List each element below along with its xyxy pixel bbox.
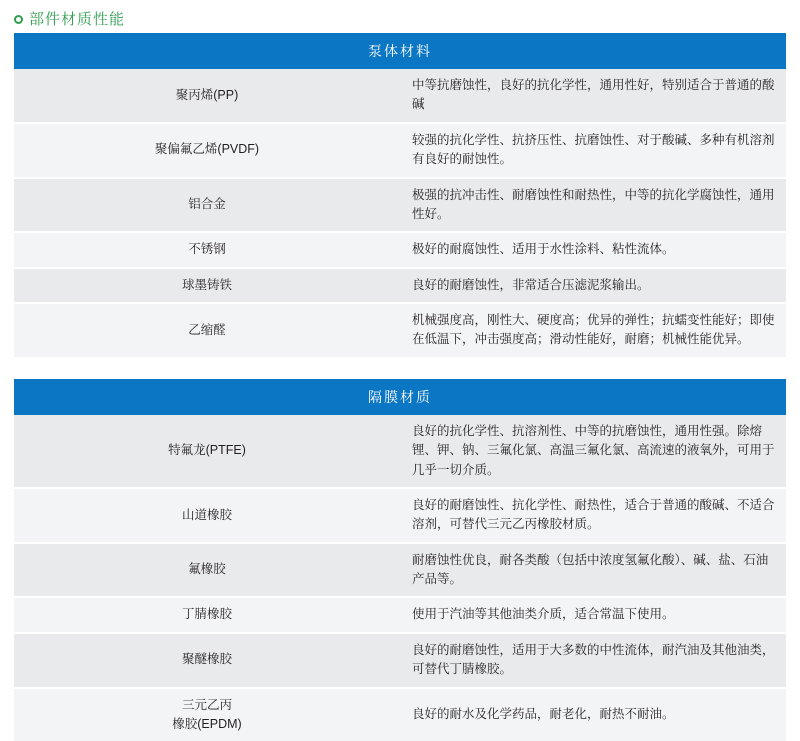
table-title: 隔膜材质 [14,379,786,415]
material-description: 良好的耐磨蚀性，非常适合压滤泥浆输出。 [400,268,786,303]
table-row [14,178,786,233]
material-description: 良好的抗化学性、抗溶剂性、中等的抗磨蚀性，通用性强。除熔锂、钾、钠、三氟化氯、高温三氟化氯、高流速的液氧外，可用于几乎一切介质。 [400,415,786,488]
material-name-line-1: 三元乙丙 [20,696,394,715]
material-name: 聚偏氟乙烯(PVDF) [14,123,400,178]
material-description: 较强的抗化学性、抗挤压性、抗磨蚀性、对于酸碱、多种有机溶剂有良好的耐蚀性。 [400,123,786,178]
table-row [14,123,786,178]
table-row [14,232,786,267]
table-body [14,415,786,741]
table-row [14,69,786,123]
material-name: 铝合金 [14,178,400,233]
material-name: 聚丙烯(PP) [14,69,400,123]
material-description: 良好的耐磨蚀性，适用于大多数的中性流体，耐汽油及其他油类，可替代丁腈橡胶。 [400,633,786,688]
table-row [14,488,786,543]
material-description: 机械强度高，刚性大、硬度高；优异的弹性；抗蠕变性能好；即使在低温下，冲击强度高；滑动性能好，耐磨；机械性能优异。 [400,303,786,357]
table-row [14,303,786,357]
material-name: 球墨铸铁 [14,268,400,303]
table-header [14,33,786,69]
material-description: 极强的抗冲击性、耐磨蚀性和耐热性，中等的抗化学腐蚀性，通用性好。 [400,178,786,233]
pump-body-materials-table [14,33,786,357]
table-row [14,268,786,303]
circle-dot-icon [14,15,23,24]
table-row [14,688,786,741]
table-row [14,415,786,488]
material-description: 耐磨蚀性优良，耐各类酸（包括中浓度氢氟化酸）、碱、盐、石油产品等。 [400,543,786,598]
material-description: 良好的耐磨蚀性、抗化学性、耐热性，适合于普通的酸碱、不适合溶剂，可替代三元乙丙橡胶材质。 [400,488,786,543]
diaphragm-materials-table [14,379,786,741]
table-row [14,633,786,688]
material-description: 中等抗磨蚀性，良好的抗化学性，通用性好，特别适合于普通的酸碱 [400,69,786,123]
material-name: 氟橡胶 [14,543,400,598]
page-title-label: 部件材质性能 [29,12,125,27]
material-description: 极好的耐腐蚀性、适用于水性涂料、粘性流体。 [400,232,786,267]
table-row [14,543,786,598]
page-title [0,0,800,33]
material-name [14,688,400,741]
table-body [14,69,786,357]
material-name: 特氟龙(PTFE) [14,415,400,488]
materials-table-block-2 [14,379,786,741]
material-name: 山道橡胶 [14,488,400,543]
material-name: 乙缩醛 [14,303,400,357]
material-name: 聚醚橡胶 [14,633,400,688]
table-row [14,597,786,632]
material-name: 不锈钢 [14,232,400,267]
material-name-line-2: 橡胶(EPDM) [20,715,394,734]
materials-table-block-1 [14,33,786,357]
table-title: 泵体材料 [14,33,786,69]
material-description: 良好的耐水及化学药品，耐老化，耐热不耐油。 [400,688,786,741]
material-name: 丁腈橡胶 [14,597,400,632]
table-header [14,379,786,415]
material-description: 使用于汽油等其他油类介质，适合常温下使用。 [400,597,786,632]
